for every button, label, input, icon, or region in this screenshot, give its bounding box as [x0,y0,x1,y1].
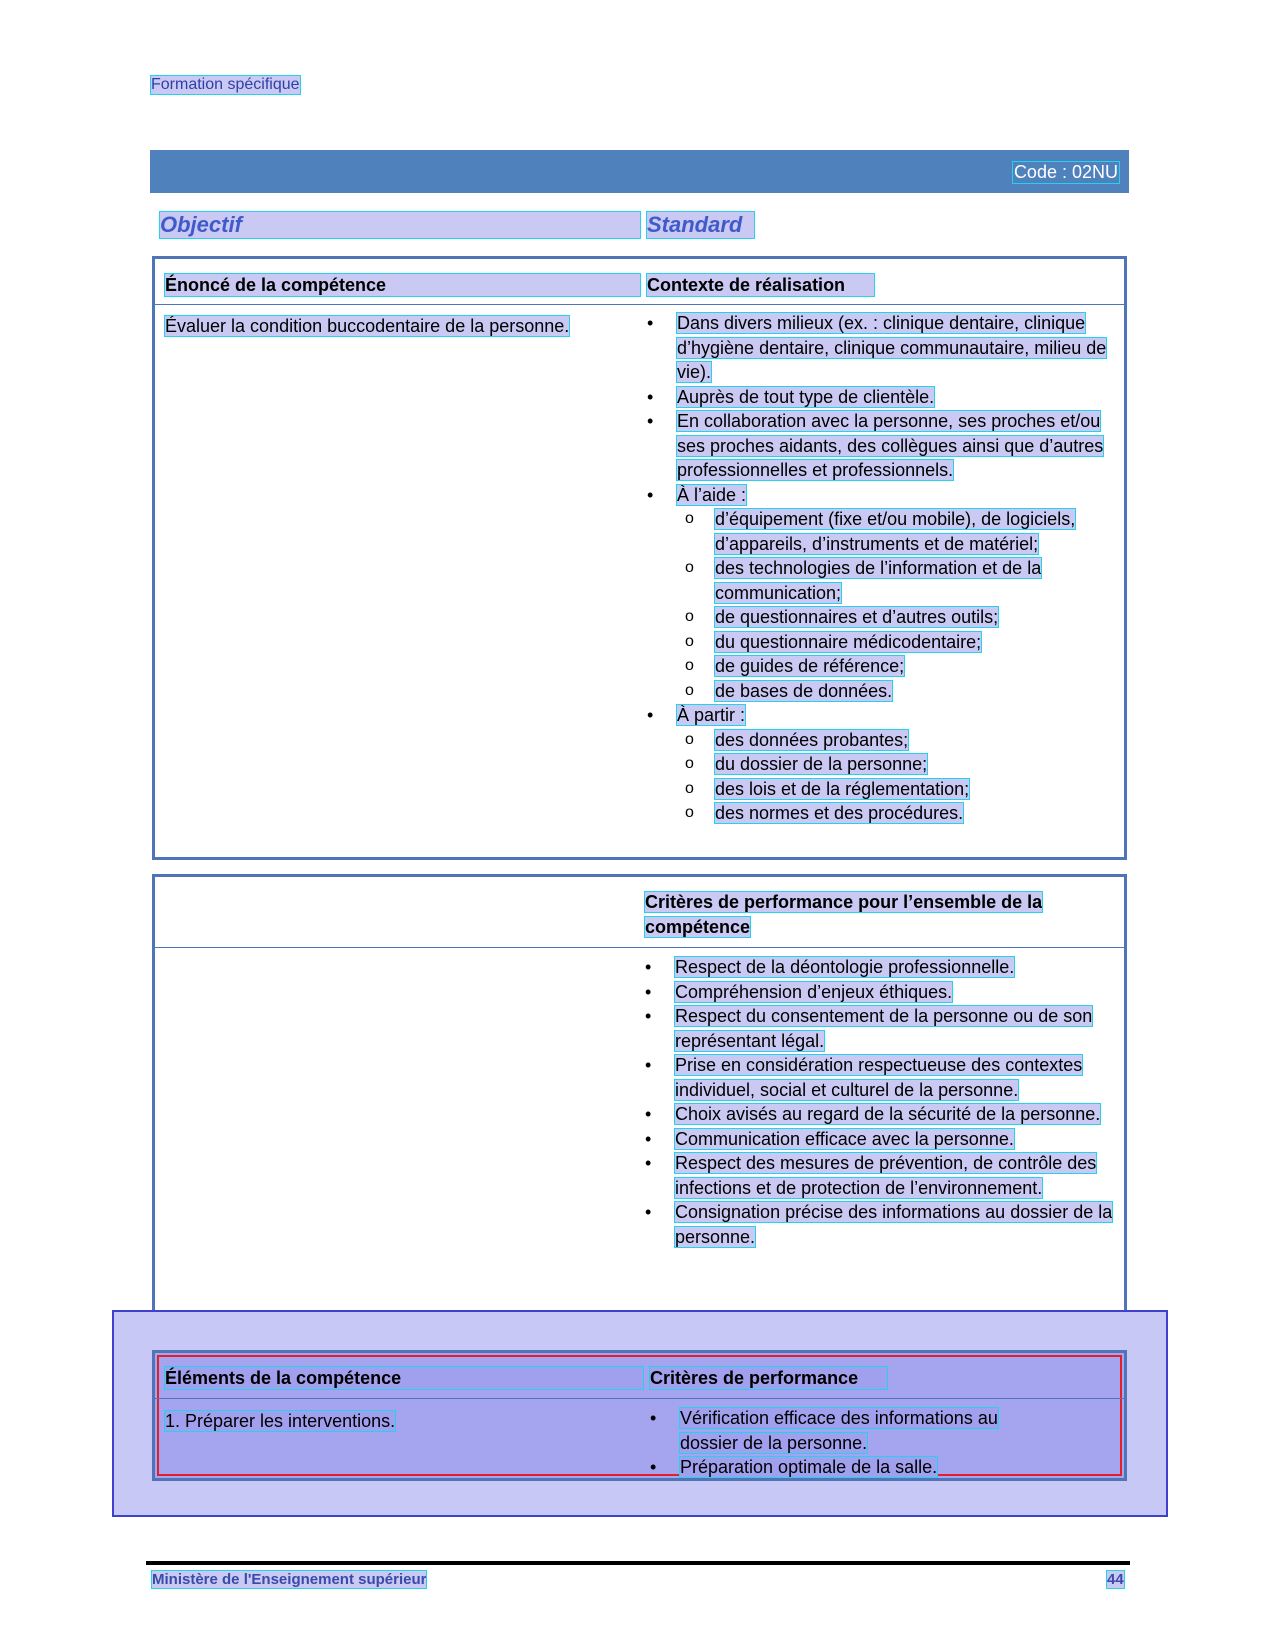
context-subitem-text: des données probantes; [715,729,909,750]
competence-statement-header: Énoncé de la compétence [165,274,640,296]
overall-criteria-list [645,955,1115,1249]
context-sublist [647,507,1112,703]
overall-criterion [645,1053,1115,1102]
context-subitem [647,801,1112,826]
context-subitem [647,630,1112,655]
context-header: Contexte de réalisation [647,274,874,296]
criterion-text: Vérification efficace des informations au dossier de la personne. [680,1408,998,1453]
context-subitem-text: du dossier de la personne; [715,754,928,774]
context-item-text: En collaboration avec la personne, ses proches et/ou ses proches aidants, des collègues ainsi que d’autres professionnelles et professionnels. [677,411,1104,480]
overall-criteria-header [645,890,1115,939]
overall-criteria-table [152,874,1127,1334]
context-subitem [647,605,1112,630]
footer-rule [146,1561,1130,1565]
overall-criterion-text: Choix avisés au regard de la sécurité de la personne. [675,1104,1101,1124]
context-subitem-text: de questionnaires et d’autres outils; [715,607,999,627]
context-item [647,385,1112,410]
context-subitem [647,679,1112,704]
context-item-text: Dans divers milieux (ex. : clinique dentaire, clinique d’hygiène dentaire, clinique communautaire, milieu de vie). [677,313,1107,382]
context-item [647,409,1112,483]
context-item-text: Auprès de tout type de clientèle. [677,386,935,407]
context-item [647,483,1112,704]
overall-criterion [645,980,1115,1005]
overall-criterion-text: Respect du consentement de la personne ou de son représentant légal. [675,1006,1093,1051]
overall-criterion [645,955,1115,980]
elements-header: Éléments de la compétence [165,1367,643,1389]
criterion [650,1455,1060,1480]
standard-heading: Standard [647,212,754,238]
code-bar [150,150,1129,193]
context-sublist [647,728,1112,826]
context-subitem-text: des technologies de l’information et de la communication; [715,558,1042,603]
criteria-list [650,1406,1060,1480]
context-subitem [647,777,1112,802]
context-subitem [647,556,1112,605]
code-label: Code : 02NU [1013,162,1118,182]
overall-criterion-text: Prise en considération respectueuse des contextes individuel, social et culturel de la personne. [675,1055,1083,1100]
element-item [165,1409,645,1434]
context-subitem-text: de guides de référence; [715,656,905,676]
element-item-text: 1. Préparer les interventions. [165,1411,396,1431]
overall-criterion [645,1127,1115,1152]
criterion [650,1406,1060,1455]
context-subitem-text: des normes et des procédures. [715,803,964,823]
criteria-header: Critères de performance [650,1367,887,1389]
context-subitem [647,752,1112,777]
overall-criterion-text: Communication efficace avec la personne. [675,1128,1014,1149]
footer-page-number: 44 [1107,1571,1124,1588]
overall-criterion [645,1102,1115,1127]
running-header: Formation spécifique [151,76,300,93]
competence-statement [165,314,635,339]
context-item-text: À partir : [677,705,746,725]
context-subitem [647,654,1112,679]
context-subitem [647,728,1112,753]
criterion-text: Préparation optimale de la salle. [680,1457,938,1477]
context-item-text: À l’aide : [677,484,747,505]
competence-statement-text: Évaluer la condition buccodentaire de la personne. [165,316,570,336]
context-subitem-text: des lois et de la réglementation; [715,778,970,799]
overall-criterion-text: Consignation précise des informations au dossier de la personne. [675,1202,1113,1247]
context-item [647,311,1112,385]
overall-criterion [645,1004,1115,1053]
elements-table [152,1350,1127,1481]
overall-criteria-header-text: Critères de performance pour l’ensemble de la compétence [645,892,1043,937]
context-subitem-text: du questionnaire médicodentaire; [715,631,982,652]
context-subitem-text: d’équipement (fixe et/ou mobile), de logiciels, d’appareils, d’instruments et de matériel; [715,509,1076,554]
footer-ministry: Ministère de l'Enseignement supérieur [152,1571,427,1588]
overall-criterion-text: Respect de la déontologie professionnelle. [675,957,1015,977]
context-item [647,703,1112,826]
overall-criterion [645,1200,1115,1249]
overall-criterion-text: Respect des mesures de prévention, de contrôle des infections et de protection de l’environnement. [675,1153,1097,1198]
context-list [647,311,1112,826]
overall-criterion-text: Compréhension d’enjeux éthiques. [675,981,953,1002]
context-subitem [647,507,1112,556]
overall-criterion [645,1151,1115,1200]
competence-table [152,256,1127,860]
objectif-heading: Objectif [160,212,640,238]
context-subitem-text: de bases de données. [715,680,893,701]
